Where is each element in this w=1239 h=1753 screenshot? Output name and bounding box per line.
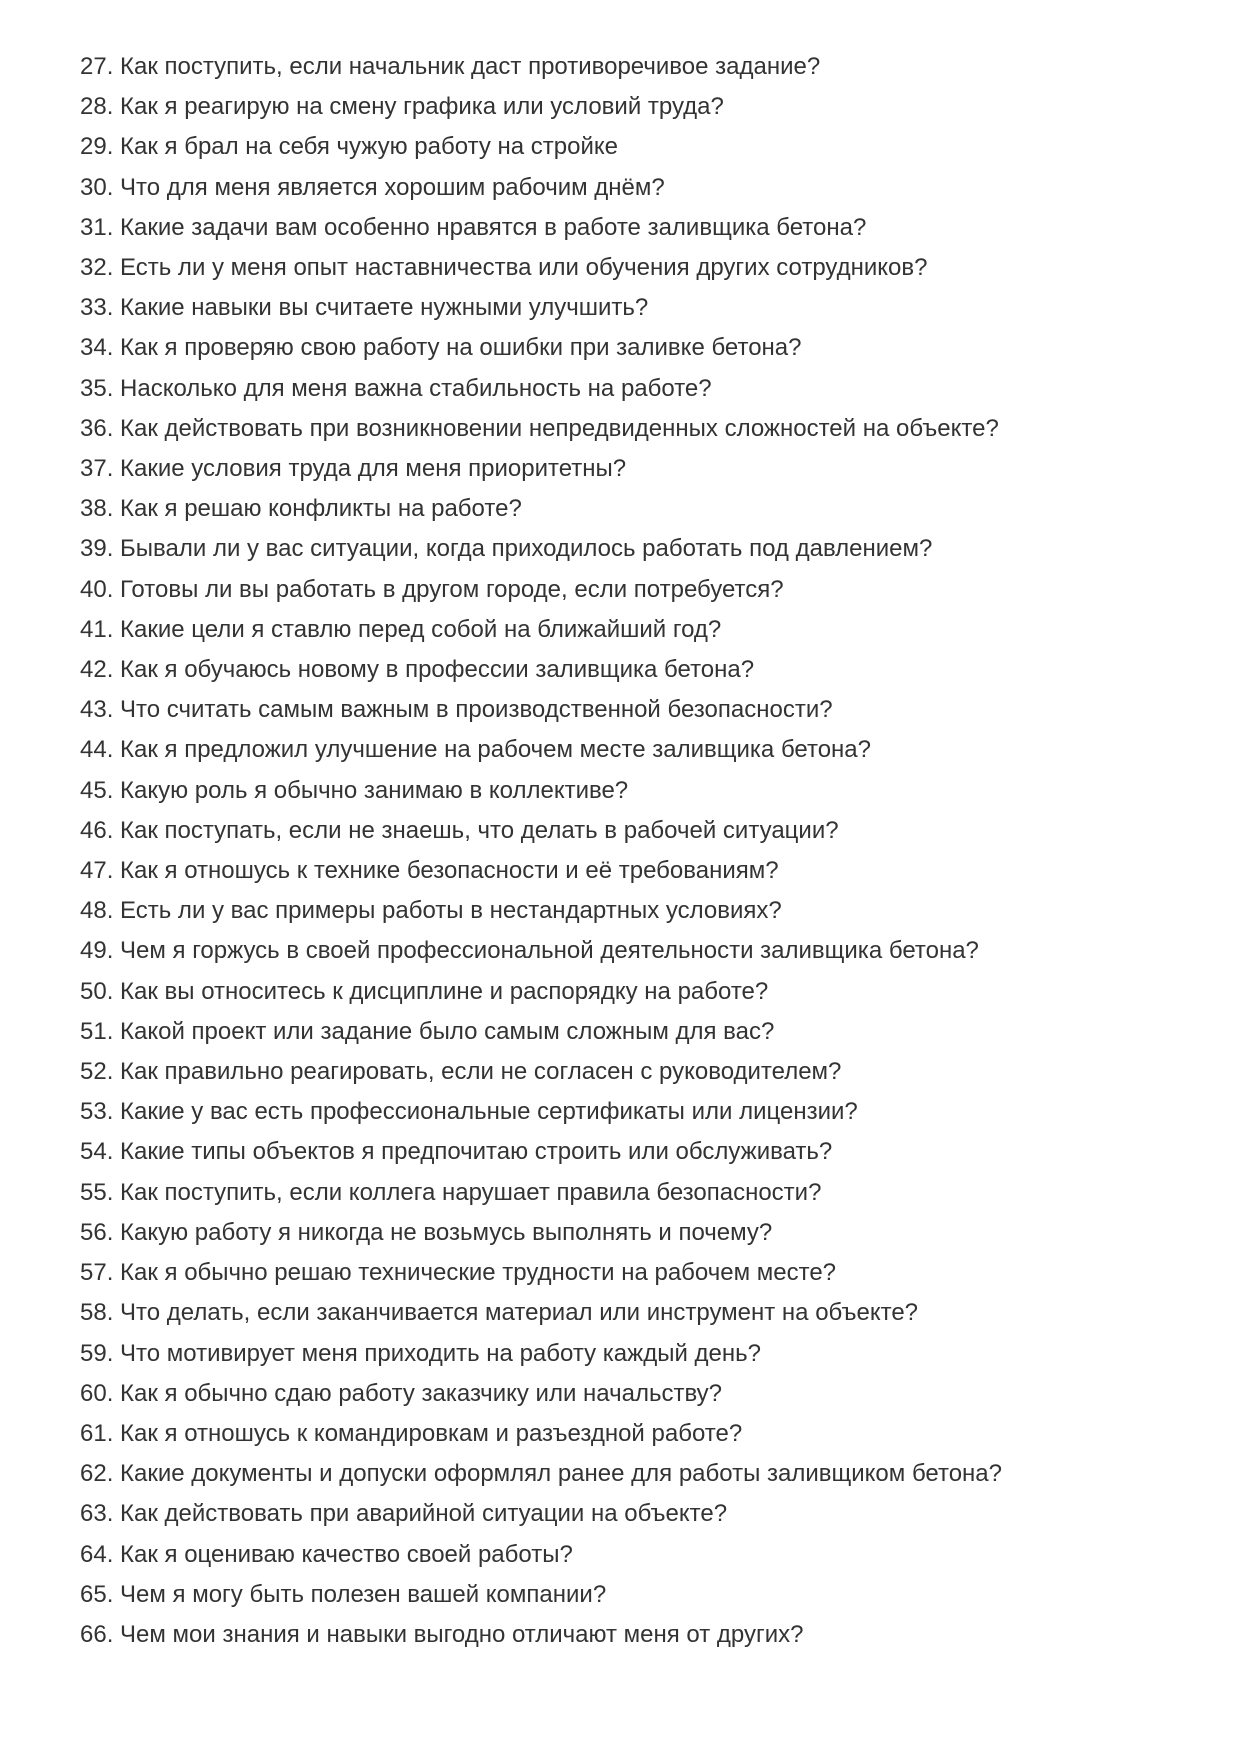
question-item (80, 1092, 1199, 1132)
question-item (80, 248, 1199, 288)
question-number: 29. (80, 133, 121, 161)
question-text: Есть ли у вас примеры работы в нестандартных условиях? (120, 897, 782, 925)
question-number: 32. (80, 254, 121, 282)
question-number: 44. (80, 736, 121, 764)
question-number: 53. (80, 1098, 121, 1126)
question-number: 59. (80, 1339, 121, 1367)
question-item (80, 1253, 1199, 1293)
question-item (80, 851, 1199, 891)
question-text: Как я обучаюсь новому в профессии заливщика бетона? (120, 656, 755, 684)
question-item (80, 1132, 1199, 1172)
question-item (80, 1052, 1199, 1092)
question-number: 30. (80, 173, 121, 201)
question-text: Бывали ли у вас ситуации, когда приходилось работать под давлением? (120, 535, 933, 563)
question-number: 39. (80, 535, 121, 563)
question-number: 46. (80, 816, 121, 844)
question-number: 58. (80, 1299, 121, 1327)
question-item (80, 1535, 1199, 1575)
question-text: Как я решаю конфликты на работе? (120, 495, 522, 523)
question-text: Как поступить, если начальник даст противоречивое задание? (120, 53, 821, 80)
question-text: Как поступать, если не знаешь, что делать в рабочей ситуации? (120, 816, 839, 844)
question-text: Какие условия труда для меня приоритетны? (120, 455, 627, 483)
question-item (80, 288, 1199, 328)
question-item (80, 650, 1199, 690)
question-number: 65. (80, 1580, 121, 1608)
question-text: Как я реагирую на смену графика или условий труда? (120, 93, 724, 121)
question-number: 40. (80, 575, 121, 603)
question-number: 48. (80, 897, 121, 925)
question-item (80, 972, 1199, 1012)
question-item (80, 1374, 1199, 1414)
question-item (80, 1494, 1199, 1534)
question-text: Как действовать при возникновении непредвиденных сложностей на объекте? (120, 414, 999, 442)
question-text: Что делать, если заканчивается материал или инструмент на объекте? (120, 1299, 919, 1327)
question-text: Какую роль я обычно занимаю в коллективе? (120, 776, 629, 804)
question-item (80, 489, 1199, 529)
question-number: 54. (80, 1138, 121, 1166)
question-list (80, 47, 1199, 1655)
question-number: 35. (80, 374, 121, 402)
question-text: Чем я горжусь в своей профессиональной деятельности заливщика бетона? (120, 937, 979, 965)
question-number: 27. (80, 53, 121, 80)
question-item (80, 369, 1199, 409)
question-text: Как правильно реагировать, если не согласен с руководителем? (120, 1058, 842, 1086)
question-number: 41. (80, 615, 121, 643)
question-item (80, 1334, 1199, 1374)
question-number: 43. (80, 696, 121, 724)
question-text: Как поступить, если коллега нарушает правила безопасности? (120, 1178, 822, 1206)
question-number: 51. (80, 1017, 121, 1045)
question-text: Какой проект или задание было самым сложным для вас? (120, 1017, 775, 1045)
question-number: 56. (80, 1218, 121, 1246)
question-item (80, 328, 1199, 368)
question-item (80, 87, 1199, 127)
question-text: Есть ли у меня опыт наставничества или обучения других сотрудников? (120, 254, 928, 282)
question-text: Готовы ли вы работать в другом городе, если потребуется? (120, 575, 784, 603)
question-item (80, 47, 1199, 87)
question-text: Как я предложил улучшение на рабочем месте заливщика бетона? (120, 736, 871, 764)
question-text: Какие у вас есть профессиональные сертификаты или лицензии? (120, 1098, 858, 1126)
question-item (80, 1615, 1199, 1655)
question-number: 37. (80, 455, 121, 483)
question-item (80, 127, 1199, 167)
question-number: 57. (80, 1259, 121, 1287)
question-number: 66. (80, 1620, 121, 1648)
question-number: 55. (80, 1178, 121, 1206)
question-item (80, 931, 1199, 971)
question-text: Как вы относитесь к дисциплине и распорядку на работе? (120, 977, 769, 1005)
question-number: 28. (80, 93, 121, 121)
question-number: 33. (80, 294, 121, 322)
question-text: Как я отношусь к командировкам и разъездной работе? (120, 1419, 743, 1447)
question-number: 31. (80, 213, 121, 241)
question-item (80, 811, 1199, 851)
question-item (80, 409, 1199, 449)
question-text: Какие типы объектов я предпочитаю строить или обслуживать? (120, 1138, 833, 1166)
question-text: Чем мои знания и навыки выгодно отличают меня от других? (120, 1620, 804, 1648)
question-text: Как я брал на себя чужую работу на стройке (120, 133, 618, 161)
question-text: Как я обычно решаю технические трудности на рабочем месте? (120, 1259, 837, 1287)
question-item (80, 771, 1199, 811)
question-item (80, 1454, 1199, 1494)
question-text: Что для меня является хорошим рабочим днём? (120, 173, 665, 201)
question-text: Какие цели я ставлю перед собой на ближайший год? (120, 615, 722, 643)
question-number: 36. (80, 414, 121, 442)
question-item (80, 570, 1199, 610)
question-text: Чем я могу быть полезен вашей компании? (120, 1580, 607, 1608)
question-item (80, 168, 1199, 208)
question-item (80, 208, 1199, 248)
question-item (80, 1293, 1199, 1333)
question-text: Какие документы и допуски оформлял ранее для работы заливщиком бетона? (120, 1460, 1002, 1488)
question-item (80, 891, 1199, 931)
question-item (80, 1012, 1199, 1052)
question-number: 62. (80, 1460, 121, 1488)
question-text: Как я отношусь к технике безопасности и её требованиям? (120, 857, 779, 885)
question-number: 64. (80, 1540, 121, 1568)
question-item (80, 610, 1199, 650)
question-item (80, 1414, 1199, 1454)
question-text: Какие задачи вам особенно нравятся в работе заливщика бетона? (120, 213, 867, 241)
question-number: 47. (80, 857, 121, 885)
question-number: 42. (80, 656, 121, 684)
question-text: Как я обычно сдаю работу заказчику или начальству? (120, 1379, 723, 1407)
question-item (80, 1173, 1199, 1213)
question-number: 50. (80, 977, 121, 1005)
question-item (80, 1213, 1199, 1253)
question-text: Как я проверяю свою работу на ошибки при заливке бетона? (120, 334, 802, 362)
question-item (80, 529, 1199, 569)
question-number: 34. (80, 334, 121, 362)
question-number: 60. (80, 1379, 121, 1407)
question-number: 52. (80, 1058, 121, 1086)
question-number: 38. (80, 495, 121, 523)
question-text: Насколько для меня важна стабильность на работе? (120, 374, 712, 402)
question-text: Как действовать при аварийной ситуации на объекте? (120, 1500, 728, 1528)
question-text: Что мотивирует меня приходить на работу каждый день? (120, 1339, 761, 1367)
question-number: 61. (80, 1419, 121, 1447)
question-item (80, 1575, 1199, 1615)
question-number: 49. (80, 937, 121, 965)
question-text: Какие навыки вы считаете нужными улучшить? (120, 294, 649, 322)
question-text: Что считать самым важным в производственной безопасности? (120, 696, 833, 724)
question-item (80, 690, 1199, 730)
question-item (80, 730, 1199, 770)
question-number: 45. (80, 776, 121, 804)
question-item (80, 449, 1199, 489)
question-text: Как я оцениваю качество своей работы? (120, 1540, 573, 1568)
question-text: Какую работу я никогда не возьмусь выполнять и почему? (120, 1218, 773, 1246)
question-number: 63. (80, 1500, 121, 1528)
